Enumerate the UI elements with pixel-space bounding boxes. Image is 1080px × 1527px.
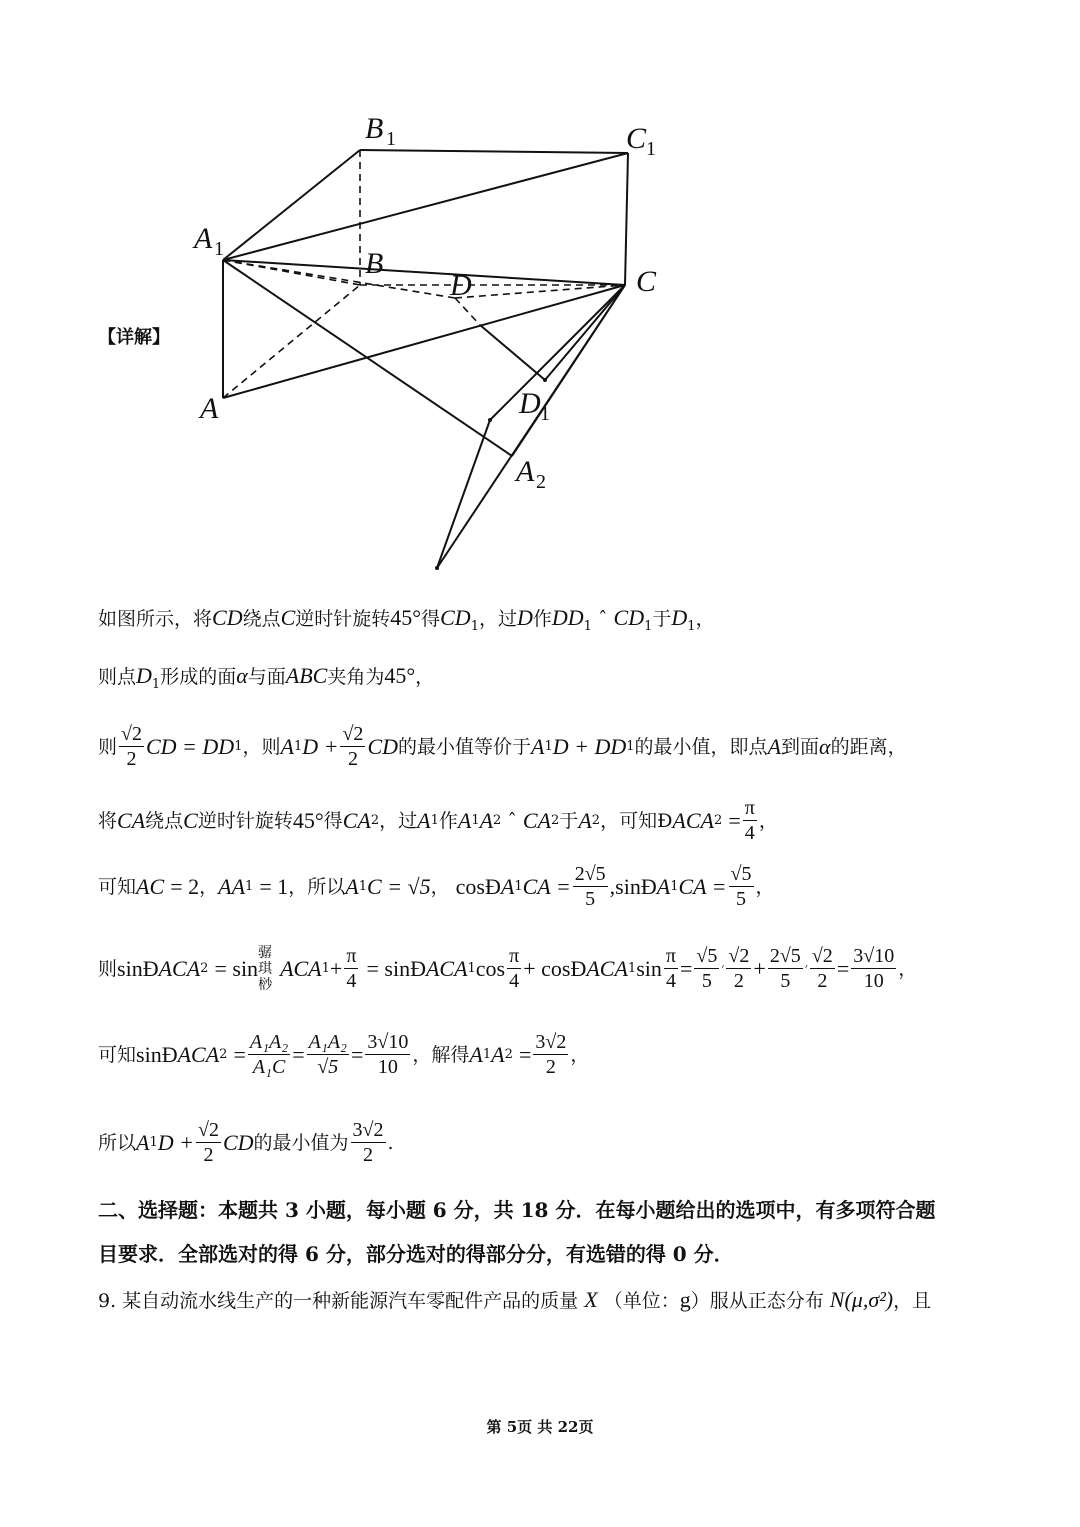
- solution-line-1: 如图所示，将CD绕点C逆时针旋转45°得$CD_1$，过D作$DD_1$ ˆ $CD_1$于$D_1$，: [98, 605, 715, 634]
- edge-A1C1: [223, 153, 628, 260]
- detail-label: 【详解】: [98, 327, 170, 348]
- solution-line-2: 则点$D_1$形成的面α与面ABC夹角为45°，: [98, 663, 435, 692]
- solution-line-8: 所以 A 1 D + $\frac{√2}{2}$ CD 的最小值为 $\frac{3√2}{2}$ .: [98, 1119, 394, 1166]
- edge-CD1: [545, 285, 625, 380]
- label-D1: D: [519, 387, 541, 420]
- section-heading-line-1: 二、选择题：本题共 3 小题，每小题 6 分，共 18 分．在每小题给出的选项中，有多项符合题: [98, 1198, 936, 1222]
- edge-DD1: [480, 325, 545, 380]
- point-dot: [435, 566, 439, 570]
- section-heading-line-2: 目要求．全部选对的得 6 分，部分选对的得部分分，有选错的得 0 分．: [98, 1242, 734, 1266]
- edge-A1C: [223, 260, 625, 285]
- edge-A1D-dashed: [223, 260, 455, 298]
- label-B: B: [365, 247, 384, 280]
- garbled-bracket: 骣 琪 桫: [258, 944, 273, 993]
- label-B1: B: [365, 112, 384, 145]
- solution-line-3: 则 $\frac{√2}{2}$ CD = DD 1 ，则 A 1 D + $\frac{√2}{2}$ CD 的最小值等价于 A 1 D + DD 1 的最小值，即点 A 到面 α 的距离，: [98, 723, 907, 770]
- edge-ext-bottom2: [437, 285, 625, 568]
- edge-C-ext: [490, 285, 625, 420]
- point-dot: [543, 378, 547, 382]
- label-A1: A: [194, 222, 213, 255]
- label-D: D: [450, 269, 472, 302]
- edge-AB-dashed: [223, 285, 360, 398]
- label-D1-sub: 1: [540, 403, 550, 425]
- label-A2: A: [516, 455, 535, 488]
- edge-ext-bottom1: [437, 420, 490, 568]
- label-A2-sub: 2: [536, 471, 546, 493]
- point-dot: [488, 418, 492, 422]
- label-C: C: [636, 265, 657, 298]
- label-C1: C: [626, 122, 647, 155]
- edge-B1C1: [360, 150, 628, 153]
- page-footer: 第 5页 共 22页: [486, 1418, 594, 1436]
- label-B1-sub: 1: [386, 128, 396, 150]
- label-A: A: [200, 392, 219, 425]
- question-9: 9. 某自动流水线生产的一种新能源汽车零配件产品的质量 X （单位：g）服从正态分布 N(μ,σ²)，且: [98, 1287, 932, 1312]
- solution-line-4: 将 CA 绕点 C 逆时针旋转 45° 得 CA 2 ，过 A 1 作 A 1 A 2 ˆ CA 2 于 A 2 ，可知Ð ACA 2 = $\frac{\pi}{4}$ ，: [98, 797, 778, 844]
- label-C1-sub: 1: [646, 138, 656, 160]
- solution-line-6: 则 sinÐ ACA 2 = sin 骣 琪 桫 ACA 1 + $\frac{\pi}{4}$ = sinÐ ACA 1 cos $\frac{\pi}{4}$ + cosÐ ACA 1 sin $\frac{\pi}{4}$ = $\frac{√5}{5}$ ׳ $\frac{√2}{2}$ + $\frac{2√5}{5}$ ׳ $\frac{√2}{2}$ = $\frac{3√10}{10}$ ，: [98, 944, 918, 993]
- edge-C1C: [625, 153, 628, 285]
- edge-A1B1: [223, 150, 360, 260]
- geometry-figure: [0, 0, 1080, 600]
- solution-line-7: 可知 sinÐ ACA 2 = $\frac{\text{A₁A₂}}{\text{A₁C}}$ = $\frac{\text{A₁A₂}}{√5}$ = $\frac{3√10}{10}$ ，解得 A 1 A 2 = $\frac{3√2}{2}$ ，: [98, 1031, 590, 1078]
- label-A1-sub: 1: [214, 238, 224, 260]
- edge-D-down-dashed: [455, 298, 480, 325]
- solution-line-5: 可知 AC = 2 ， AA 1 = 1 ，所以 A 1 C = √5 ， cosÐ A 1 CA = $\frac{2√5}{5}$ ,sinÐ A 1 CA = $\frac{√5}{5}$ ，: [98, 863, 775, 910]
